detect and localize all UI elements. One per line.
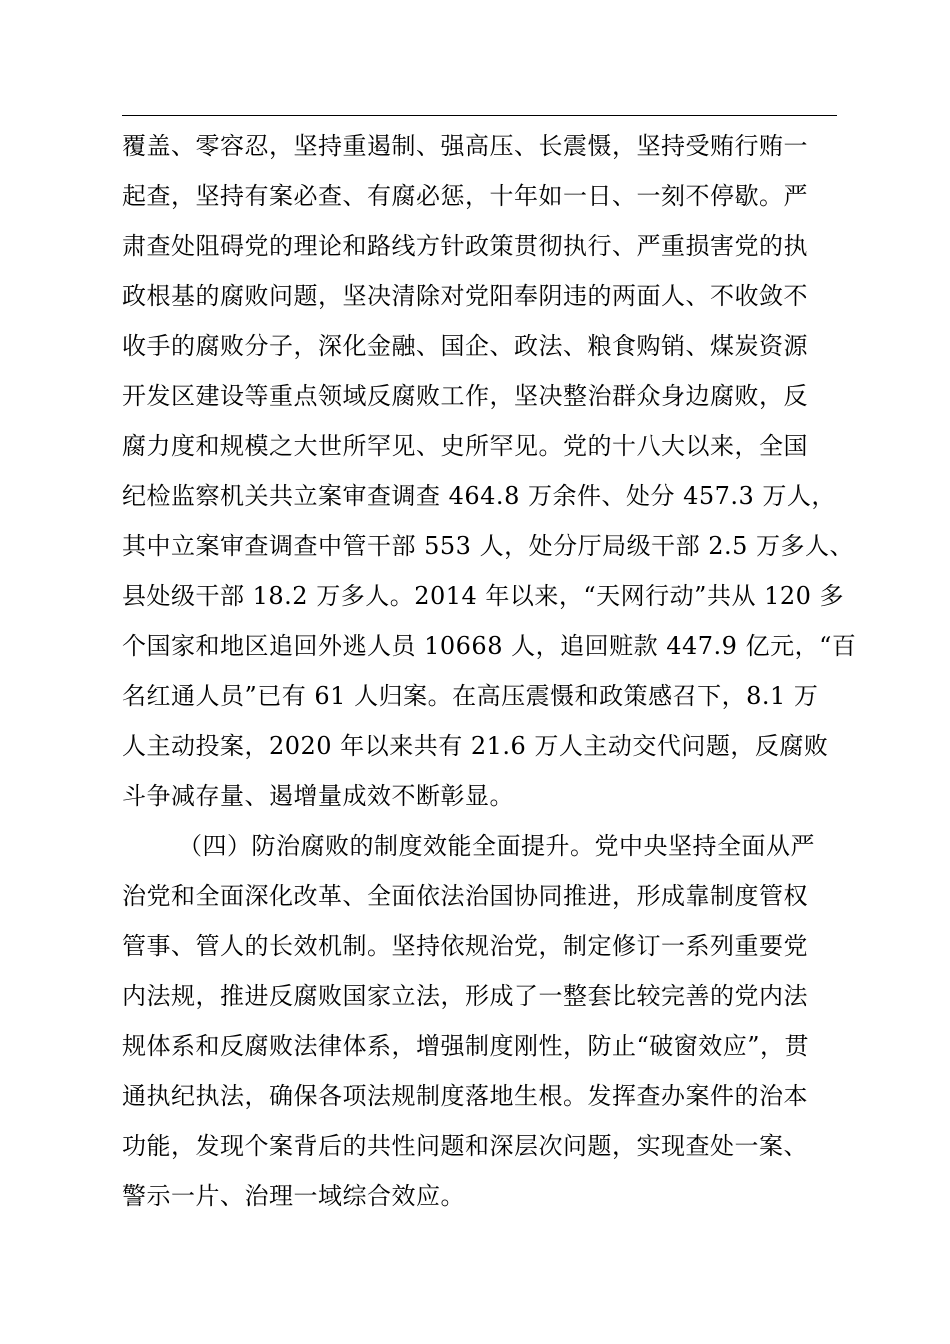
text-line: 功能，发现个案背后的共性问题和深层次问题，实现查处一案、	[122, 1132, 808, 1160]
section-heading-line: （四）防治腐败的制度效能全面提升。党中央坚持全面从严	[178, 832, 815, 860]
text-line: 内法规，推进反腐败国家立法，形成了一整套比较完善的党内法	[122, 982, 808, 1010]
text-line: 县处级干部 18.2 万多人。2014 年以来，“天网行动”共从 120 多	[122, 582, 845, 610]
header-rule	[122, 115, 837, 116]
text-line: 管事、管人的长效机制。坚持依规治党，制定修订一系列重要党	[122, 932, 808, 960]
body-text	[122, 121, 857, 1221]
text-line: 规体系和反腐败法律体系，增强制度刚性，防止“破窗效应”，贯	[122, 1032, 810, 1060]
text-line: 名红通人员”已有 61 人归案。在高压震慑和政策感召下，8.1 万	[122, 682, 819, 710]
text-line: 收手的腐败分子，深化金融、国企、政法、粮食购销、煤炭资源	[122, 332, 808, 360]
text-line: 个国家和地区追回外逃人员 10668 人，追回赃款 447.9 亿元，“百	[122, 632, 857, 660]
text-line: 肃查处阻碍党的理论和路线方针政策贯彻执行、严重损害党的执	[122, 232, 808, 260]
text-line: 覆盖、零容忍，坚持重遏制、强高压、长震慑，坚持受贿行贿一	[122, 132, 808, 160]
text-line: 治党和全面深化改革、全面依法治国协同推进，形成靠制度管权	[122, 882, 808, 910]
text-line: 政根基的腐败问题，坚决清除对党阳奉阴违的两面人、不收敛不	[122, 282, 808, 310]
text-line: 开发区建设等重点领域反腐败工作，坚决整治群众身边腐败，反	[122, 382, 808, 410]
text-line: 人主动投案，2020 年以来共有 21.6 万人主动交代问题，反腐败	[122, 732, 829, 760]
text-line: 斗争减存量、遏增量成效不断彰显。	[122, 782, 514, 810]
text-line: 通执纪执法，确保各项法规制度落地生根。发挥查办案件的治本	[122, 1082, 808, 1110]
text-line: 起查，坚持有案必查、有腐必惩，十年如一日、一刻不停歇。严	[122, 182, 808, 210]
text-line: 警示一片、治理一域综合效应。	[122, 1182, 465, 1210]
text-line: 纪检监察机关共立案审查调查 464.8 万余件、处分 457.3 万人，	[122, 482, 836, 510]
text-line: 腐力度和规模之大世所罕见、史所罕见。党的十八大以来，全国	[122, 432, 808, 460]
text-line: 其中立案审查调查中管干部 553 人，处分厅局级干部 2.5 万多人、	[122, 532, 854, 560]
